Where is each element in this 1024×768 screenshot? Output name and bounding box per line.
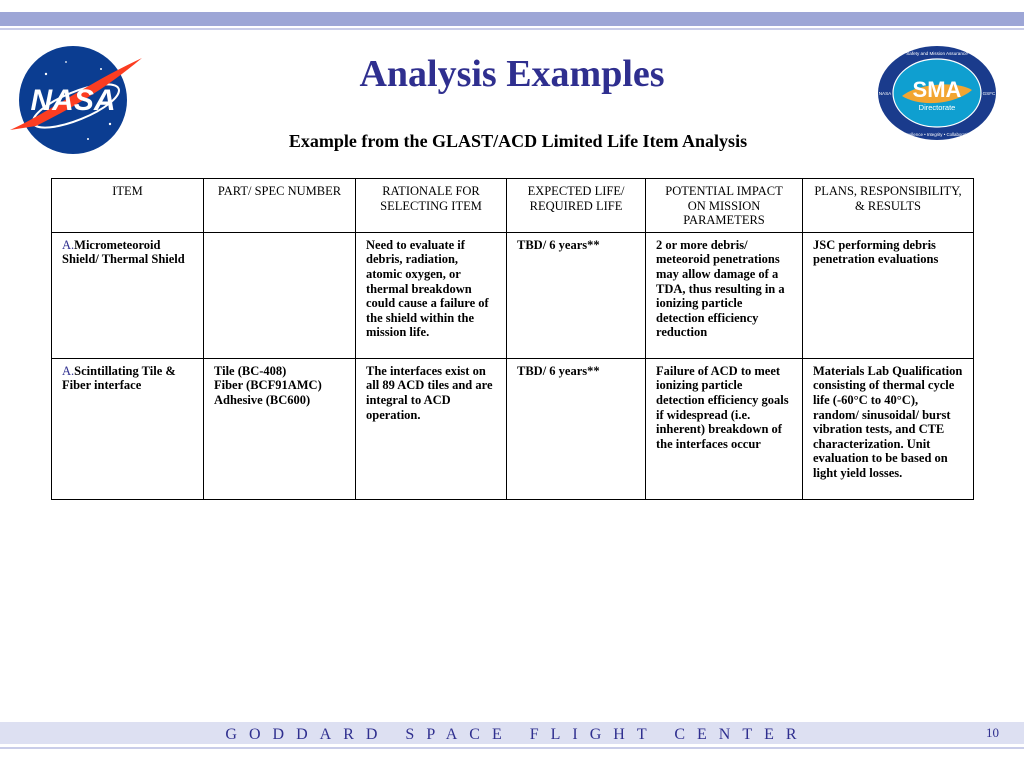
cell-impact: 2 or more debris/ meteoroid penetrations may allow damage of a TDA, thus resulting in a ionizing particle detection efficiency reduction (646, 232, 803, 358)
header-item: ITEM (52, 179, 204, 233)
item-text: Scintillating Tile & Fiber interface (62, 363, 176, 393)
sma-ring-bottom: Excellence • Integrity • Collaboration (901, 132, 973, 137)
sma-ring-top: Safety and Mission Assurance (906, 51, 968, 56)
sma-ring-right: GSFC (982, 91, 996, 96)
footer-text: GODDARD SPACE FLIGHT CENTER (225, 726, 809, 743)
page-subtitle: Example from the GLAST/ACD Limited Life Item Analysis (288, 131, 748, 151)
cell-part (204, 358, 356, 499)
table-row (52, 232, 974, 358)
part-line: Adhesive (BC600) (214, 392, 311, 407)
header-potential-impact: POTENTIAL IMPACT ON MISSION PARAMETERS (646, 179, 803, 233)
header-expected-life: EXPECTED LIFE/ REQUIRED LIFE (507, 179, 646, 233)
page-title: Analysis Examples (359, 53, 665, 95)
cell-item (52, 232, 204, 358)
cell-impact: Failure of ACD to meet ionizing particle detection efficiency goals if widespread (i.e. inherent) breakdown of the interfaces occur (646, 358, 803, 499)
header-part-spec: PART/ SPEC NUMBER (204, 179, 356, 233)
page-number: 10 (986, 725, 999, 740)
sma-logo-text: SMA (912, 77, 962, 102)
top-band (0, 12, 1024, 26)
item-prefix: A. (62, 237, 75, 252)
cell-life: TBD/ 6 years** (507, 232, 646, 358)
table-header-row (52, 179, 974, 233)
part-line: Tile (BC-408) (214, 363, 287, 378)
sma-logo-subtext: Directorate (918, 103, 956, 112)
cell-item (52, 358, 204, 499)
sma-ring-left: NASA (878, 91, 892, 96)
cell-part (204, 232, 356, 358)
header-rationale: RATIONALE FOR SELECTING ITEM (356, 179, 507, 233)
item-prefix: A. (62, 363, 75, 378)
nasa-logo-text: NASA (30, 84, 116, 117)
cell-life: TBD/ 6 years** (507, 358, 646, 499)
cell-rationale: The interfaces exist on all 89 ACD tiles and are integral to ACD operation. (356, 358, 507, 499)
cell-plans: JSC performing debris penetration evaluations (803, 232, 974, 358)
cell-plans: Materials Lab Qualification consisting of thermal cycle life (-60°C to 40°C), random/ sinusoidal/ burst vibration tests, and CTE characterization. Unit evaluation to be based on light yield losses. (803, 358, 974, 499)
part-line: Fiber (BCF91AMC) (214, 378, 322, 393)
header-plans: PLANS, RESPONSIBILITY, & RESULTS (803, 179, 974, 233)
cell-rationale: Need to evaluate if debris, radiation, atomic oxygen, or thermal breakdown could cause a failure of the shield within the mission life. (356, 232, 507, 358)
footer-rule (0, 747, 1024, 749)
table-row (52, 358, 974, 499)
top-rule (0, 28, 1024, 30)
limited-life-table (51, 178, 974, 500)
item-text: Micrometeoroid Shield/ Thermal Shield (62, 237, 185, 267)
